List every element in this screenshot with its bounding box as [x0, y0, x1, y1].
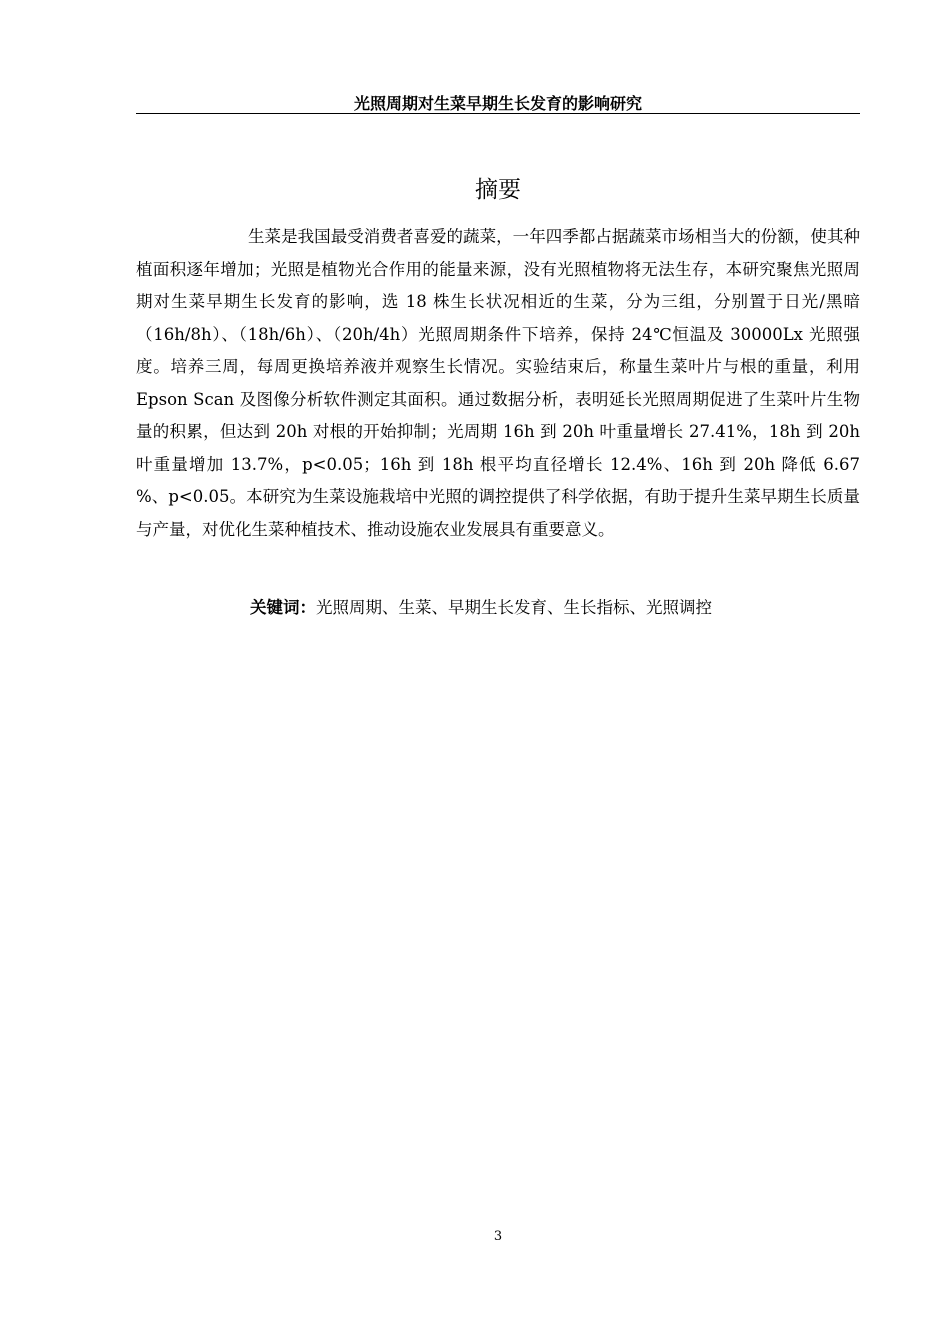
abstract-body: 生菜是我国最受消费者喜爱的蔬菜，一年四季都占据蔬菜市场相当大的份额，使其种植面积逐年增加；光照是植物光合作用的能量来源，没有光照植物将无法生存，本研究聚焦光照周期对生菜早期生长发育的影响，选 18 株生长状况相近的生菜，分为三组，分别置于日光/黑暗（16h/8h）、（18h/6h）、（20h/4h）光照周期条件下培养，保持 24℃恒温及 30000Lx 光照强度。培养三周，每周更换培养液并观察生长情况。实验结束后，称量生菜叶片与根的重量，利用 Epson Scan 及图像分析软件测定其面积。通过数据分析，表明延长光照周期促进了生菜叶片生物量的积累，但达到 20h 对根的开始抑制；光周期 16h 到 20h 叶重量增长 27.41%，18h 到 20h 叶重量增加 13.7%，p<0.05；16h 到 18h 根平均直径增长 12.4%、16h 到 20h 降低 6.67 %、p<0.05。本研究为生菜设施栽培中光照的调控提供了科学依据，有助于提升生菜早期生长质量与产量，对优化生菜种植技术、推动设施农业发展具有重要意义。 [136, 227, 860, 539]
keywords-line [250, 593, 860, 623]
abstract-heading: 摘要 [475, 177, 521, 203]
running-header-title: 光照周期对生菜早期生长发育的影响研究 [353, 94, 642, 113]
keywords-text: 光照周期、生菜、早期生长发育、生长指标、光照调控 [316, 598, 712, 617]
keywords-label: 关键词： [250, 598, 316, 617]
header-divider [136, 113, 860, 114]
page-number: 3 [493, 1229, 503, 1244]
